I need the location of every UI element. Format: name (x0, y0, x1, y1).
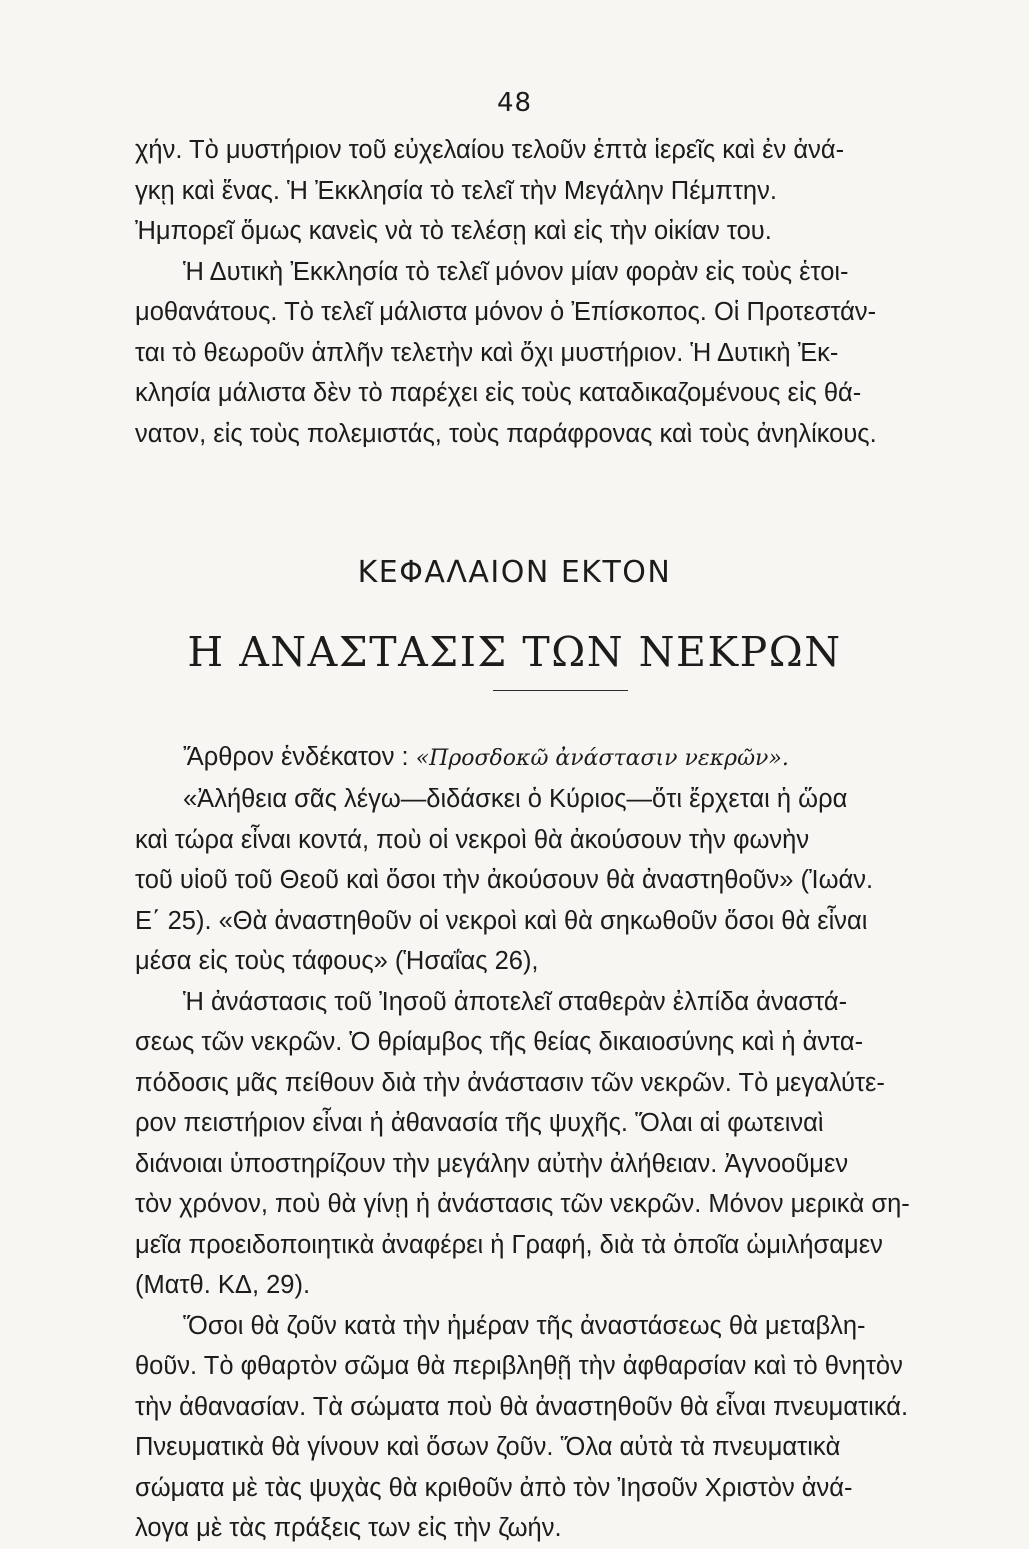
article-paragraph-3: Ὅσοι θὰ ζοῦν κατὰ τὴν ἡμέραν τῆς ἀναστάσεως θὰ μεταβλη- θοῦν. Τὸ φθαρτὸν σῶμα θὰ περιβληθῇ τὴν ἀφθαρσίαν καὶ τὸ θνητὸν τὴν ἀθανασίαν. Τὰ σώματα ποὺ θὰ ἀναστηθοῦν θὰ εἶναι πνευματικά. Πνευματικὰ θὰ γίνουν καὶ ὅσων ζοῦν. Ὅλα αὐτὰ τὰ πνευματικὰ σώματα μὲ τὰς ψυχὰς θὰ κριθοῦν ἀπὸ τὸν Ἰησοῦν Χριστὸν ἀνά- λογα μὲ τὰς πράξεις των εἰς τὴν ζωήν. (135, 1311, 909, 1542)
creed-quote: «Προσδοκῶ ἀνάστασιν νεκρῶν». (415, 746, 789, 771)
article-paragraph-2: Ἡ ἀνάστασις τοῦ Ἰησοῦ ἀποτελεῖ σταθερὰν ἐλπίδα ἀναστά- σεως τῶν νεκρῶν. Ὁ θρίαμβος τῆς θείας δικαιοσύνης καὶ ἡ ἀντα- πόδοσις μᾶς πείθουν διὰ τὴν ἀνάστασιν τῶν νεκρῶν. Τὸ μεγαλύτε- ρον πειστήριον εἶναι ἡ ἀθανασία τῆς ψυχῆς. Ὅλαι αἱ φωτειναὶ διάνοιαι ὑποστηρίζουν τὴν μεγάλην αὐτὴν ἀλήθειαν. Ἀγνοοῦμεν τὸν χρόνον, ποὺ θὰ γίνῃ ἡ ἀνάστασις τῶν νεκρῶν. Μόνον μερικὰ ση- μεῖα προειδοποιητικὰ ἀναφέρει ἡ Γραφή, διὰ τὰ ὁποῖα ὡμιλήσαμεν (Ματθ. ΚΔ, 29). (135, 987, 910, 1299)
intro-text (135, 130, 990, 454)
chapter-label: ΚΕΦΑΛΑΙΟΝ ΕΚΤΟΝ (357, 555, 672, 590)
article-heading (135, 737, 990, 779)
intro-paragraph-1: χήν. Τὸ μυστήριον τοῦ εὐχελαίου τελοῦν ἑπτὰ ἱερεῖς καὶ ἐν ἀνά- γκῃ καὶ ἕνας. Ἡ Ἐκκλησία τὸ τελεῖ τὴν Μεγάλην Πέμπτην. Ἠμπορεῖ ὅμως κανεὶς νὰ τὸ τελέσῃ καὶ εἰς τὴν οἰκίαν του. (135, 136, 845, 245)
intro-paragraph-2: Ἡ Δυτικὴ Ἐκκλησία τὸ τελεῖ μόνον μίαν φορὰν εἰς τοὺς ἑτοι- μοθανάτους. Τὸ τελεῖ μάλιστα μόνον ὁ Ἐπίσκοπος. Οἱ Προτεστάν- ται τὸ θεωροῦν ἁπλῆν τελετὴν καὶ ὄχι μυστήριον. Ἡ Δυτικὴ Ἐκ- κλησία μάλιστα δὲν τὸ παρέχει εἰς τοὺς καταδικαζομένους εἰς θά- νατον, εἰς τοὺς πολεμιστάς, τοὺς παράφρονας καὶ τοὺς ἀνηλίκους. (135, 257, 877, 448)
article-paragraph-1: «Ἀλήθεια σᾶς λέγω—διδάσκει ὁ Κύριος—ὅτι ἔρχεται ἡ ὥρα καὶ τώρα εἶναι κοντά, ποὺ οἱ νεκροὶ θὰ ἀκούσουν τὴν φωνὴν τοῦ υἱοῦ τοῦ Θεοῦ καὶ ὅσοι τὴν ἀκούσουν θὰ ἀναστηθοῦν» (Ἰωάν. Ε΄ 25). «Θὰ ἀναστηθοῦν οἱ νεκροὶ καὶ θὰ σηκωθοῦν ὅσοι θὰ εἶναι μέσα εἰς τοὺς τάφους» (Ἡσαΐας 26), (135, 785, 874, 975)
article-text (135, 737, 990, 1549)
article-prefix: Ἄρθρον ἑνδέκατον : (183, 743, 416, 771)
title-divider (493, 690, 628, 691)
page-number: 48 (496, 88, 533, 118)
chapter-title: Η ΑΝΑΣΤΑΣΙΣ ΤΩΝ ΝΕΚΡΩΝ (187, 628, 842, 676)
